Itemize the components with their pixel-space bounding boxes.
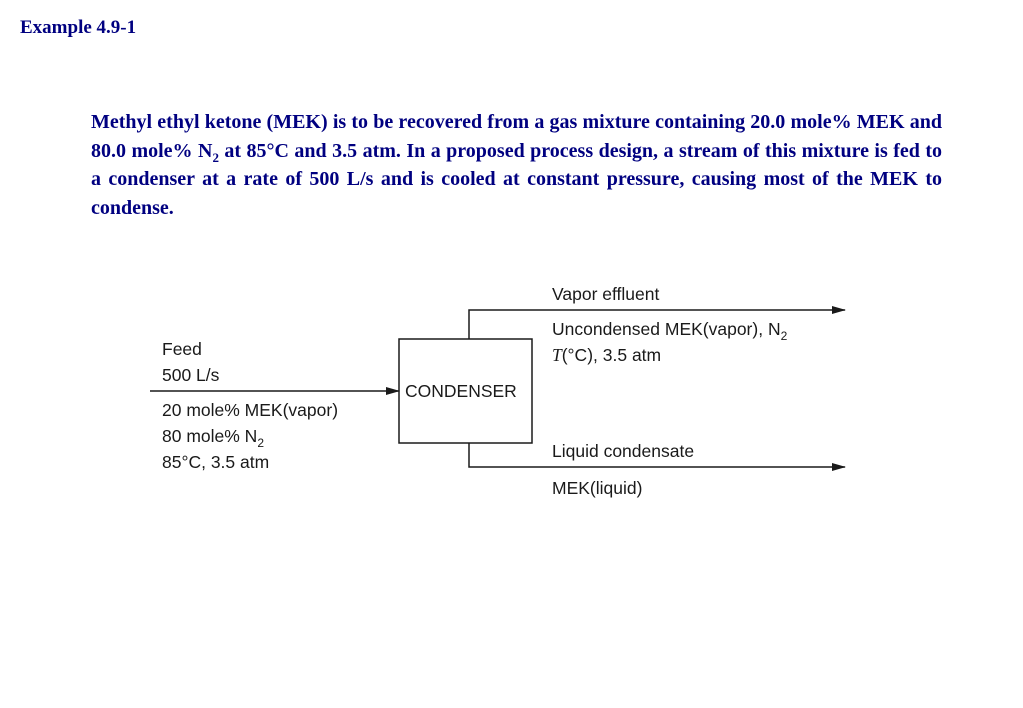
feed-n2-text: 80 mole% N — [162, 426, 258, 446]
problem-subscript: 2 — [212, 149, 219, 165]
vapor-content-text: Uncondensed MEK(vapor), N — [552, 319, 781, 339]
feed-conditions: 85°C, 3.5 atm — [162, 452, 270, 472]
vapor-effluent-name: Vapor effluent — [552, 284, 660, 304]
liquid-condensate-name: Liquid condensate — [552, 441, 695, 461]
problem-text-part-2: at 85°C and 3.5 atm. In a proposed process design, a stream of this mixture is fed to a condenser at a rate of 500 L/s and is cooled at constant pressure, causing most of the MEK to condense. — [91, 139, 942, 219]
feed-composition-mek: 20 mole% MEK(vapor) — [162, 400, 339, 420]
feed-name: Feed — [162, 339, 202, 359]
vapor-conditions-text: (°C), 3.5 atm — [561, 345, 662, 365]
problem-text-part-1: Methyl ethyl ketone (MEK) is to be recovered from a gas mixture containing 20.0 mole% MEK and 80.0 mole% N — [91, 111, 942, 162]
feed-rate: 500 L/s — [162, 365, 220, 385]
vapor-content-subscript: 2 — [780, 329, 788, 343]
vapor-effluent-content — [552, 319, 788, 343]
feed-composition-n2 — [162, 426, 264, 450]
temperature-symbol: T — [552, 345, 562, 365]
vapor-effluent-conditions — [552, 345, 661, 365]
condenser-label: CONDENSER — [405, 381, 517, 401]
feed-n2-subscript: 2 — [257, 436, 265, 450]
example-heading: Example 4.9-1 — [20, 17, 137, 38]
liquid-condensate-content: MEK(liquid) — [552, 478, 643, 498]
